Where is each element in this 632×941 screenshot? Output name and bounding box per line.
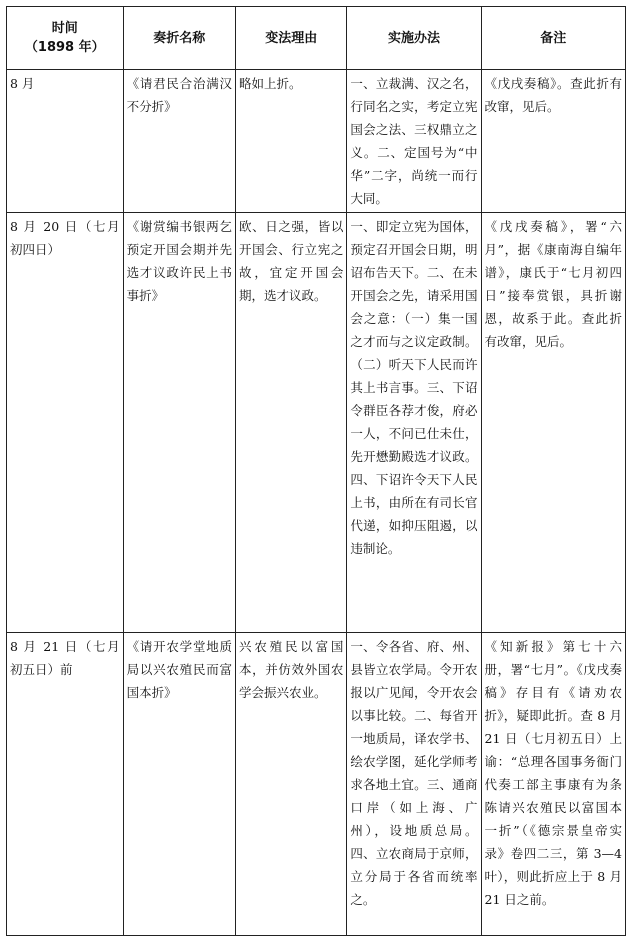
cell-note: 《戊戌奏稿》，署“六月”，据《康南海自编年谱》，康氏于“七月初四日”接奉赏银，具折谢恩，故系于此。查此折有改窜，见后。 [481,213,625,633]
header-reason: 变法理由 [236,7,347,70]
header-time-label: 时间 [51,21,78,36]
cell-title: 《谢赏编书银两乞预定开国会期并先选才议政许民上书事折》 [123,213,235,633]
table-row [7,70,626,213]
header-time-year: （1898 年） [24,40,105,55]
cell-reason: 兴农殖民以富国本，并仿效外国农学会振兴农业。 [236,633,347,936]
header-time [7,7,124,70]
cell-title: 《请君民合治满汉不分折》 [123,70,235,213]
cell-note: 《戊戌奏稿》。查此折有改窜，见后。 [481,70,625,213]
table-row [7,213,626,633]
cell-method: 一、即定立宪为国体，预定召开国会日期，明诏布告天下。二、在未开国会之先，请采用国会之意：（一）集一国之才而与之议定政制。（二）听天下人民而许其上书言事。三、下诏令群臣各荐才俊，府必一人，不问已仕未仕，先开懋勤殿选才议政。四、下诏许令天下人民上书，由所在有司长官代递，如抑压阻遏，以违制论。 [347,213,481,633]
cell-method: 一、令各省、府、州、县皆立农学局。令开农报以广见闻，令开农会以事比较。二、每省开一地质局，译农学书、绘农学图，延化学师考求各地土宜。三、通商口岸（如上海、广州），设地质总局。四、立农商局于京师，立分局于各省而统率之。 [347,633,481,936]
cell-title: 《请开农学堂地质局以兴农殖民而富国本折》 [123,633,235,936]
table-row [7,633,626,936]
cell-time: 8 月 20 日（七月初四日） [7,213,124,633]
header-row [7,7,626,70]
header-method: 实施办法 [347,7,481,70]
cell-time: 8 月 [7,70,124,213]
cell-method: 一、立裁满、汉之名，行同名之实，考定立宪国会之法、三权鼎立之义。二、定国号为“中华”二字，尚统一而行大同。 [347,70,481,213]
memorial-table [6,6,626,936]
cell-reason: 略如上折。 [236,70,347,213]
header-note: 备注 [481,7,625,70]
cell-note: 《知新报》第七十六册，署“七月”。《戊戌奏稿》存目有《请劝农折》，疑即此折。查 8 月 21 日（七月初五日）上谕：“总理各国事务衙门代奏工部主事康有为条陈请兴农殖民以富国本一折”（《德宗景皇帝实录》卷四二三，第 3—4 叶），则此折应上于 8 月 21 日之前。 [481,633,625,936]
cell-reason: 欧、日之强，皆以开国会、行立宪之故，宜定开国会期，选才议政。 [236,213,347,633]
cell-time: 8 月 21 日（七月初五日）前 [7,633,124,936]
header-title: 奏折名称 [123,7,235,70]
